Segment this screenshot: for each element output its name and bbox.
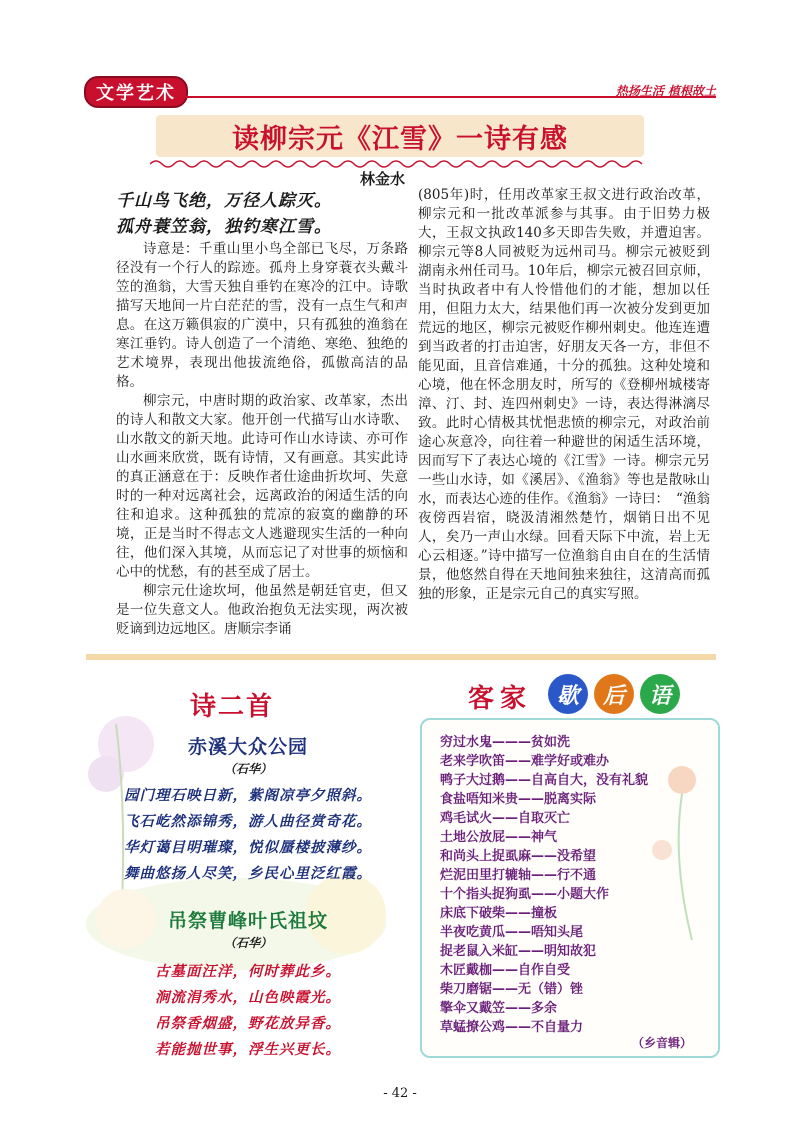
header-slogan: 热扬生活 植根故土 bbox=[615, 84, 716, 98]
saying-item: 十个指头捉狗虱——小题大作 bbox=[440, 887, 610, 902]
poem-title-1: 赤溪大众公园 bbox=[187, 736, 308, 758]
poem-1-line: 飞石屹然添锦秀，游人曲径赏奇花。 bbox=[124, 813, 372, 830]
saying-item: 木匠戴枷——自作自受 bbox=[440, 963, 571, 978]
saying-item: 和尚头上捉虱麻——没希望 bbox=[440, 849, 597, 864]
sayings-title-bubble: 后 bbox=[594, 674, 634, 714]
paragraph: 柳宗元仕途坎坷，他虽然是朝廷官吏，但又是一位失意文人。他政治抱负无法实现，两次被贬谪到边远地区。唐顺宗李诵 bbox=[116, 583, 408, 637]
poem-author-2: （石华） bbox=[223, 936, 272, 950]
paragraph: 诗意是：千重山里小鸟全部已飞尽，万条路径没有一个行人的踪迹。孤舟上身穿蓑衣头戴斗笠的渔翁，大雪天独自垂钓在寒冷的江中。诗歌描写天地间一片白茫茫的雪，没有一点生气和声息。在这万籁俱寂的广漠中，只有孤独的渔翁在寒江垂钓。诗人创造了一个清绝、寒绝、独绝的艺术境界，表现出他拔流绝俗，孤傲高洁的品格。 bbox=[116, 241, 408, 390]
saying-item: 鸡毛试火——自取灭亡 bbox=[440, 811, 571, 826]
sayings-title-bubble: 语 bbox=[640, 674, 680, 714]
section-divider bbox=[86, 654, 716, 660]
saying-item: 老来学吹笛——难学好或难办 bbox=[440, 754, 610, 769]
saying-item: 床底下破柴——撞板 bbox=[440, 906, 558, 921]
quoted-poem-line-2: 孤舟蓑笠翁，独钓寒江雪。 bbox=[116, 217, 332, 237]
section-tag: 文学艺术 bbox=[84, 76, 188, 108]
saying-item: 捉老鼠入米缸——明知故犯 bbox=[440, 944, 597, 959]
paragraph: (805年)时，任用改革家王叔文进行政治改革，柳宗元和一批改革派参与其事。由于旧势力极大，王叔文执政140多天即告失败，并遭迫害。柳宗元等8人同被贬为远州司马。柳宗元被贬到湖南永州任司马。10年后，柳宗元被召回京师，当时执政者中有人怜惜他们的才能，想加以任用，但阻力太大，结果他们再一次被分发到更加荒远的地区，柳宗元被贬作柳州刺史。他连连遭到当政者的打击迫害，好朋友天各一方，非但不能见面，且音信难通，十分的孤独。这种处境和心境，他在怀念朋友时，所写的《登柳州城楼寄漳、汀、封、连四州刺史》一诗，表达得淋漓尽致。此时心情极其忧悒悲愤的柳宗元，对政治前途心灰意冷，向往着一种避世的闲适生活环境，因而写下了表达心境的《江雪》一诗。柳宗元另一些山水诗，如《溪居》、《渔翁》等也是散咏山水，而表达心迹的佳作。《渔翁》一诗曰： “渔翁夜傍西岩宿，晓汲清湘然楚竹，烟销日出不见人，矣乃一声山水绿。回看天际下中流，岩上无心云相逐。”诗中描写一位渔翁自由自在的生活情景，他悠然自得在天地间独来独往，这清高而孤独的形象，正是宗元自己的真实写照。 bbox=[418, 187, 710, 602]
page-number: - 42 - bbox=[383, 1086, 417, 1101]
poem-1-line: 园门理石映日新，紫阁凉亭夕照斜。 bbox=[124, 787, 372, 804]
sayings-source: （乡音辑） bbox=[632, 1036, 693, 1050]
paragraph: 柳宗元，中唐时期的政治家、改革家，杰出的诗人和散文大家。他开创一代描写山水诗歌、山水散文的新天地。此诗可作山水诗读、亦可作山水画来欣赏，既有诗情，又有画意。其实此诗的真正涵意在于：反映作者仕途曲折坎坷、失意时的一种对远离社会，远离政治的闲适生活的向往和追求。这种孤独的荒凉的寂寞的幽静的环境，正是当时不得志文人逃避现实生活的一种向往，他们深入其境，从而忘记了对世事的烦恼和心中的忧愁，有的甚至成了居士。 bbox=[116, 393, 408, 580]
sayings-title-bubble: 歇 bbox=[548, 674, 588, 714]
article-right-column bbox=[418, 186, 710, 604]
poem-1-line: 舞曲悠扬人尽笑，乡民心里泛红霞。 bbox=[124, 865, 372, 882]
poem-2-line: 涧流涓秀水，山色映霞光。 bbox=[155, 989, 341, 1006]
poem-title-2: 吊祭曹峰叶氏祖坟 bbox=[167, 910, 328, 932]
article-author: 林金水 bbox=[360, 170, 406, 188]
poems-section-title: 诗二首 bbox=[190, 692, 275, 722]
saying-item: 草蜢撩公鸡——不自量力 bbox=[440, 1020, 584, 1035]
poem-1-line: 华灯蔼目明璀璨，悦似蜃楼披薄纱。 bbox=[124, 839, 372, 856]
article-left-column bbox=[116, 240, 408, 639]
sayings-title-prefix: 客家 bbox=[468, 684, 533, 714]
saying-item: 柴刀磨锯——无（错）锉 bbox=[440, 982, 584, 997]
saying-item: 土地公放屁——神气 bbox=[440, 830, 558, 845]
saying-item: 穷过水鬼———贫如洗 bbox=[440, 735, 571, 750]
poem-2-line: 若能抛世事，浮生兴更长。 bbox=[155, 1041, 341, 1058]
saying-item: 食盐唔知米贵——脱离实际 bbox=[440, 792, 597, 807]
saying-item: 鸭子大过鹅——自高自大，没有礼貌 bbox=[440, 773, 649, 788]
poem-2-line: 吊祭香烟盛，野花放异香。 bbox=[155, 1015, 341, 1032]
poem-2-line: 古墓面汪洋，何时葬此乡。 bbox=[155, 963, 341, 980]
article-title: 读柳宗元《江雪》一诗有感 bbox=[232, 123, 568, 155]
quoted-poem-line-1: 千山鸟飞绝，万径人踪灭。 bbox=[116, 191, 332, 211]
saying-item: 半夜吃黄瓜——唔知头尾 bbox=[440, 925, 584, 940]
saying-item: 烂泥田里打辘轴——行不通 bbox=[440, 868, 597, 883]
saying-item: 擎伞又戴笠——多余 bbox=[440, 1001, 558, 1016]
poem-author-1: （石华） bbox=[223, 762, 272, 776]
